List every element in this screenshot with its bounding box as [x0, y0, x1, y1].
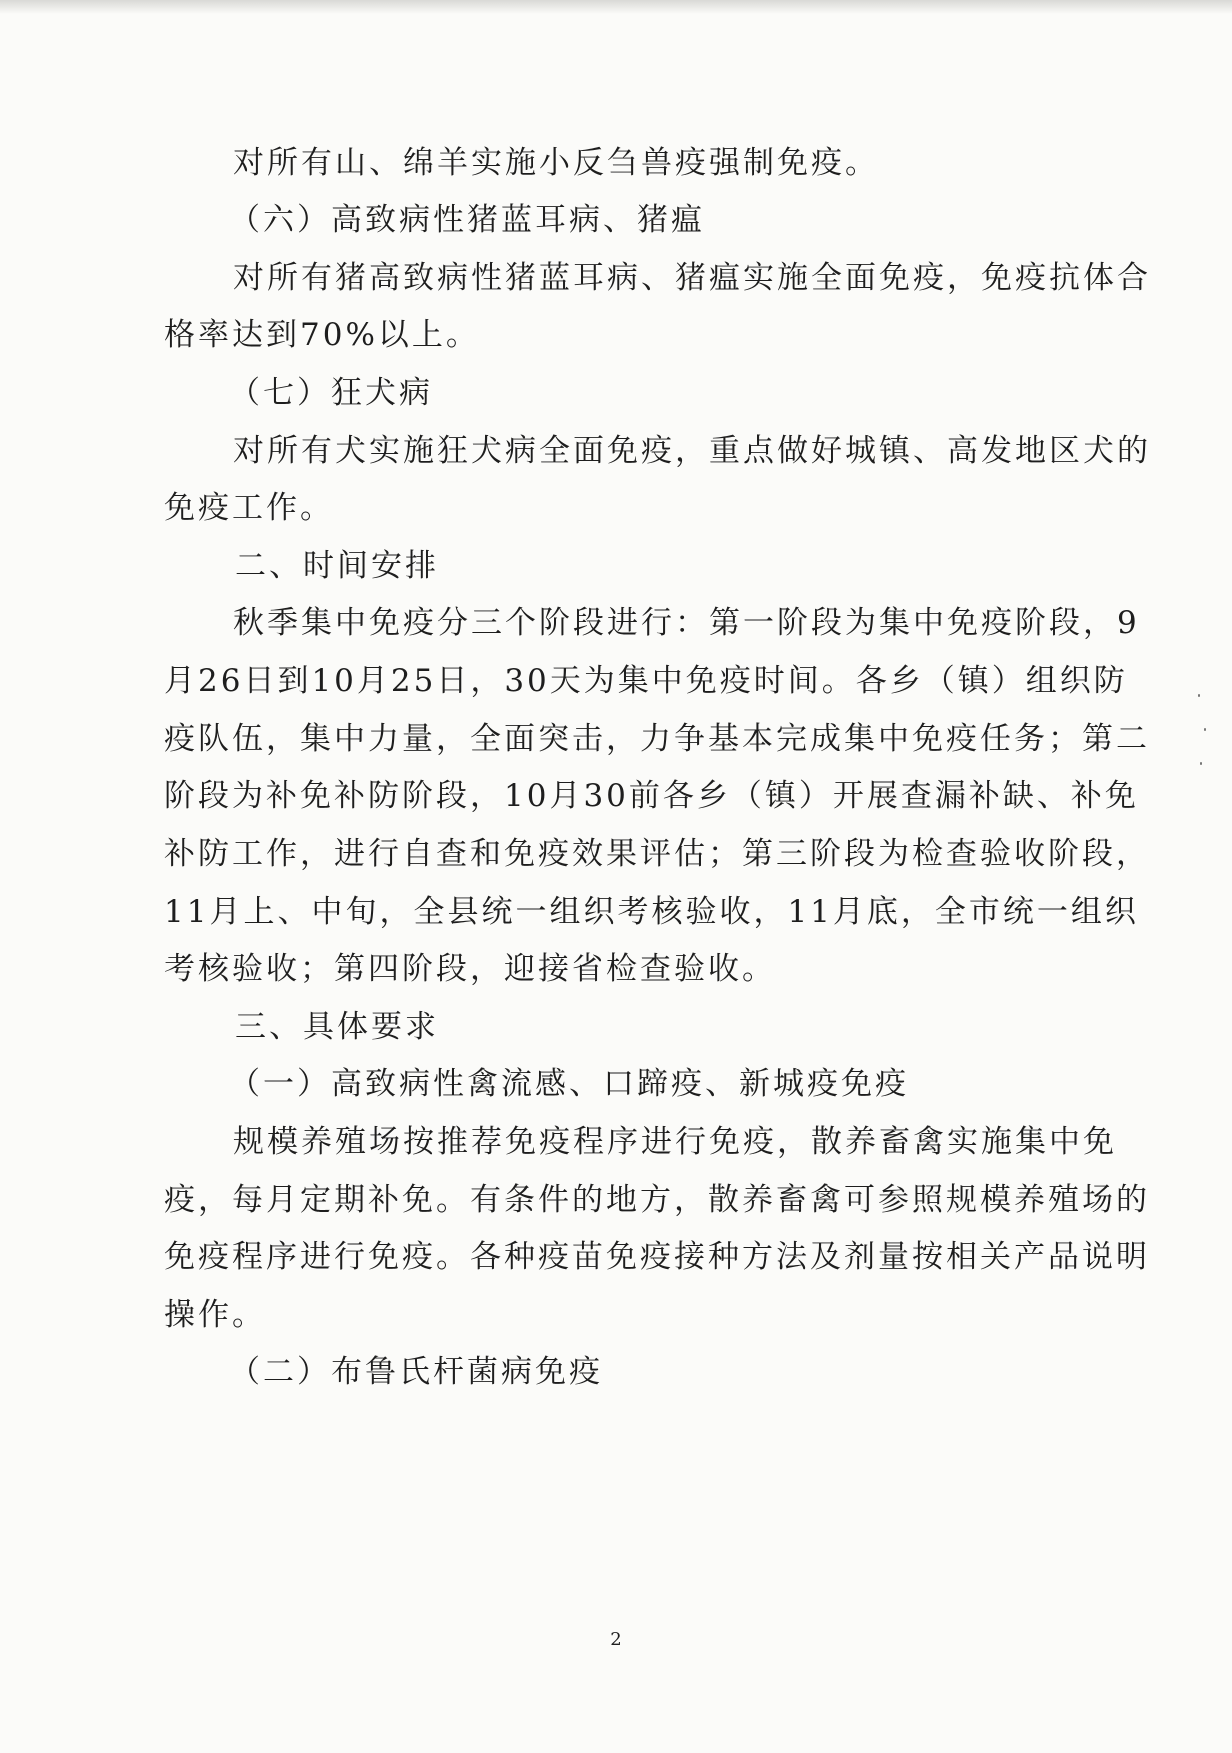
paragraph-line: 补防工作，进行自查和免疫效果评估；第三阶段为检查验收阶段，: [164, 836, 1150, 872]
section-heading: 三、具体要求: [235, 1009, 439, 1045]
scan-speck: [1204, 728, 1206, 731]
paragraph-line: 对所有猪高致病性猪蓝耳病、猪瘟实施全面免疫，免疫抗体合: [233, 260, 1151, 296]
scan-speck: [1198, 694, 1200, 697]
scan-speck: [1200, 762, 1202, 765]
paragraph-line: 疫，每月定期补免。有条件的地方，散养畜禽可参照规模养殖场的: [164, 1182, 1150, 1218]
paragraph-line: 考核验收；第四阶段，迎接省检查验收。: [164, 951, 776, 987]
paragraph-line: 阶段为补免补防阶段，10月30前各乡（镇）开展查漏补缺、补免: [164, 778, 1139, 814]
paragraph-line: 疫队伍，集中力量，全面突击，力争基本完成集中免疫任务；第二: [164, 721, 1150, 757]
section-heading: （六）高致病性猪蓝耳病、猪瘟: [229, 202, 705, 238]
paragraph-line: 对所有犬实施狂犬病全面免疫，重点做好城镇、高发地区犬的: [233, 433, 1151, 469]
paragraph-line: 对所有山、绵羊实施小反刍兽疫强制免疫。: [233, 145, 879, 181]
section-heading: （一）高致病性禽流感、口蹄疫、新城疫免疫: [229, 1066, 909, 1102]
paragraph-line: 月26日到10月25日，30天为集中免疫时间。各乡（镇）组织防: [164, 663, 1128, 699]
paragraph-line: 操作。: [164, 1297, 266, 1333]
paragraph-line: 免疫工作。: [164, 490, 334, 526]
paragraph-line: 格率达到70%以上。: [164, 317, 480, 353]
section-heading: （二）布鲁氏杆菌病免疫: [229, 1354, 603, 1390]
paragraph-line: 免疫程序进行免疫。各种疫苗免疫接种方法及剂量按相关产品说明: [164, 1239, 1150, 1275]
paragraph-line: 11月上、中旬，全县统一组织考核验收，11月底，全市统一组织: [164, 894, 1139, 930]
paragraph-line: 秋季集中免疫分三个阶段进行：第一阶段为集中免疫阶段，9: [233, 605, 1140, 641]
section-heading: （七）狂犬病: [229, 375, 433, 411]
page-number: 2: [610, 1629, 622, 1650]
section-heading: 二、时间安排: [235, 548, 439, 584]
paragraph-line: 规模养殖场按推荐免疫程序进行免疫，散养畜禽实施集中免: [233, 1124, 1117, 1160]
